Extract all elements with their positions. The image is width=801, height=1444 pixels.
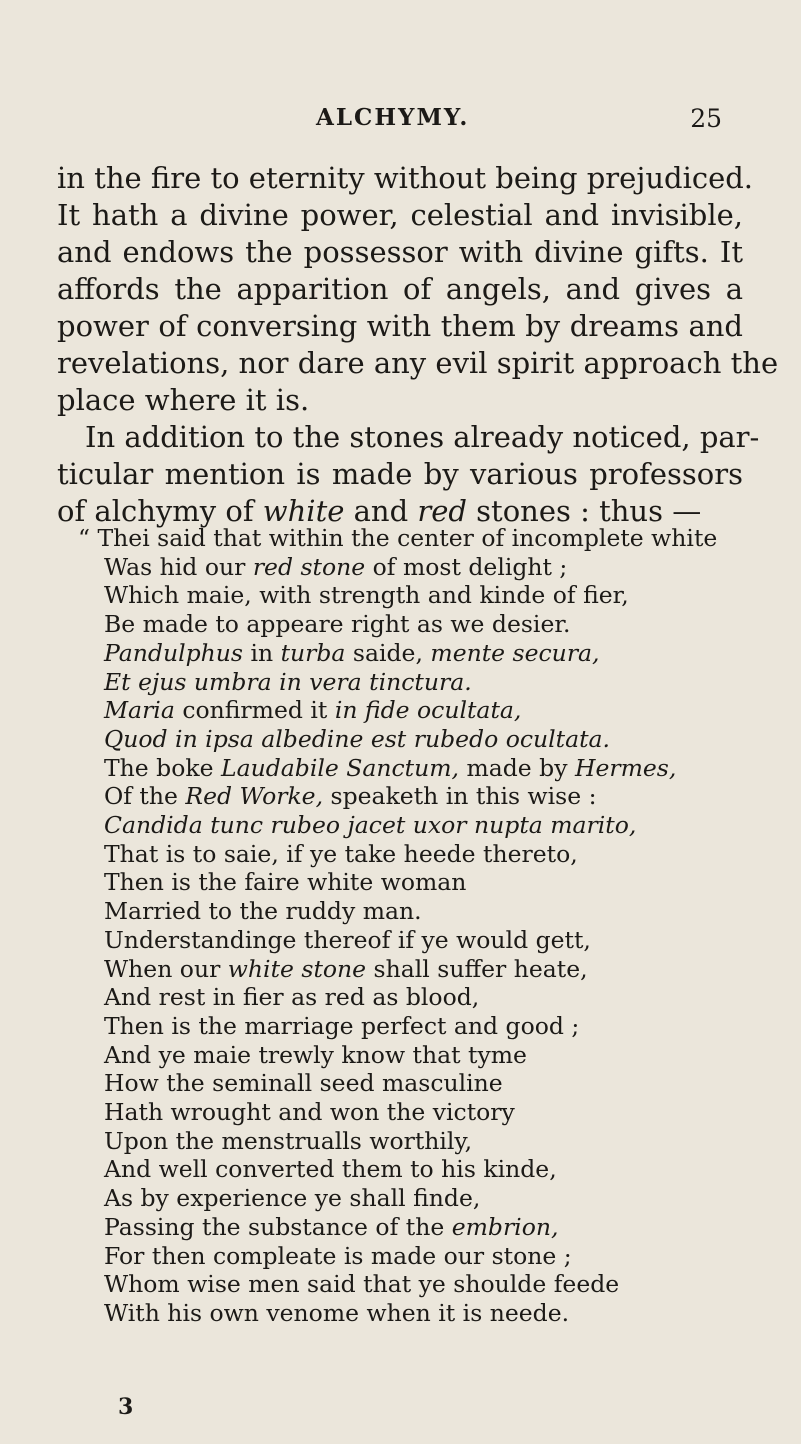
verse-italic-text: red stone [252,552,366,581]
prose-text: of alchymy of [57,494,263,528]
verse-line [104,610,764,639]
verse-italic-text: Hermes, [574,753,677,782]
verse-italic-text: turba [280,638,346,667]
verse-line [104,1213,764,1242]
verse-text: Then is the marriage perfect and good ; [104,1011,580,1040]
verse-text: Was hid our [104,552,253,581]
prose-text: and [344,494,418,528]
verse-line [104,955,764,984]
verse-text: saide, [345,638,431,667]
verse-italic-text: Red Worke, [185,782,324,811]
verse-text: Be made to appeare right as we desier. [104,610,571,639]
verse-text: And well converted them to his kinde, [104,1155,557,1184]
verse-text: As by experience ye shall finde, [104,1184,481,1213]
verse-italic-text: in fide ocultata, [334,696,522,725]
verse-italic-text: Pandulphus [104,638,243,667]
verse-line [104,1155,764,1184]
running-head: ALCHYMY. [316,104,470,131]
verse-line [104,725,764,754]
verse-line [104,1242,764,1271]
prose-body [57,160,779,530]
verse-italic-text: Laudabile Sanctum, [221,753,459,782]
verse-line [104,926,764,955]
verse-line [104,1270,764,1299]
prose-line: affords the apparition of angels, and gives a [57,272,743,306]
verse-quotation [78,524,764,1328]
verse-text: With his own venome when it is neede. [104,1298,570,1327]
verse-line [104,639,764,668]
verse-italic-text: embrion, [451,1212,559,1241]
prose-line: In addition to the stones already noticed, par- [85,420,760,454]
page-header [0,104,801,144]
verse-line [104,782,764,811]
verse-text: Hath wrought and won the victory [104,1098,515,1127]
verse-italic-text: Et ejus umbra in vera tinctura. [104,667,472,696]
verse-line [104,1069,764,1098]
verse-line [104,840,764,869]
verse-text: in [242,638,281,667]
verse-line [104,581,764,610]
verse-text: speaketh in this wise : [323,782,597,811]
prose-line: It hath a divine power, celestial and invisible, [57,198,743,232]
verse-line [104,868,764,897]
verse-line [104,1041,764,1070]
verse-text: Whom wise men said that ye shoulde feede [104,1270,620,1299]
verse-text: The boke [104,753,221,782]
verse-line [104,1299,764,1328]
verse-italic-text: mente secura, [430,638,600,667]
verse-text: Understandinge thereof if ye would gett, [104,925,591,954]
verse-text: Which maie, with strength and kinde of fier, [104,581,629,610]
verse-line [78,524,764,553]
prose-italic-text: red [417,494,467,528]
verse-text: “ Thei said that within the center of incomplete white [78,524,718,552]
verse-line [104,897,764,926]
verse-italic-text: white stone [227,954,367,983]
verse-text: How the seminall seed masculine [104,1069,503,1098]
verse-text: confirmed it [174,696,335,725]
prose-line: and endows the possessor with divine gifts. It [57,235,743,269]
verse-line [104,668,764,697]
prose-line: revelations, nor dare any evil spirit approach the [57,346,779,380]
verse-text: made by [459,753,575,782]
verse-line [104,1012,764,1041]
verse-text: When our [104,954,228,983]
verse-text: shall suffer heate, [366,954,588,983]
verse-text: Passing the substance of the [104,1212,452,1241]
verse-text: Upon the menstrualls worthily, [104,1126,473,1155]
verse-text: That is to saie, if ye take heede thereto, [104,839,578,868]
verse-line [104,553,764,582]
prose-line: ticular mention is made by various professors [57,457,743,491]
page-number: 25 [690,104,722,133]
verse-line [104,1127,764,1156]
verse-text: of most delight ; [365,552,568,581]
verse-line [104,983,764,1012]
verse-italic-text: Candida tunc rubeo jacet uxor nupta marito, [104,811,637,840]
prose-text: stones : thus — [466,494,702,528]
prose-line: place where it is. [57,383,310,417]
verse-line [104,1098,764,1127]
verse-text: For then compleate is made our stone ; [104,1241,572,1270]
prose-line: power of conversing with them by dreams and [57,309,743,343]
signature-mark: 3 [118,1394,134,1420]
verse-line [104,1184,764,1213]
verse-text: And rest in fier as red as blood, [104,983,480,1012]
prose-italic-text: white [262,494,345,528]
verse-italic-text: Maria [104,696,175,725]
verse-line [104,754,764,783]
verse-text: Married to the ruddy man. [104,897,422,926]
verse-line [104,811,764,840]
prose-line: in the fire to eternity without being prejudiced. [57,161,754,195]
verse-line [104,696,764,725]
verse-italic-text: Quod in ipsa albedine est rubedo ocultata. [104,724,611,753]
verse-text: And ye maie trewly know that tyme [104,1040,527,1069]
verse-text: Then is the faire white woman [104,868,467,897]
verse-text: Of the [104,782,186,811]
